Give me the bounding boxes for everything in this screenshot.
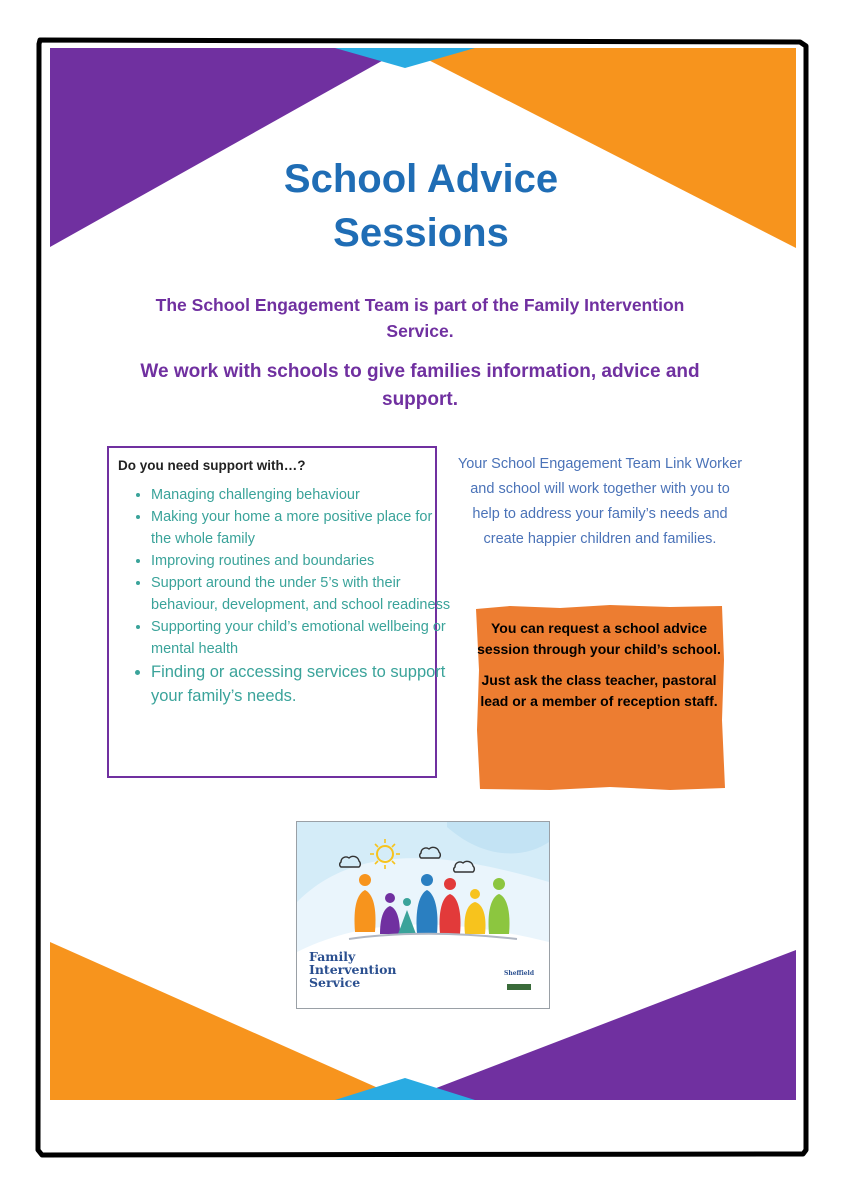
title-line-1: School Advice [283, 157, 559, 201]
logo-name-line-1: Family [309, 949, 356, 964]
page-title [0, 152, 842, 260]
intro-team-text: The School Engagement Team is part of the Family Intervention Service. [155, 295, 685, 341]
support-item: • Managing challenging behaviour [151, 484, 451, 506]
request-box [476, 618, 722, 722]
support-heading: Do you need support with…? [118, 458, 306, 473]
family-figures-icon [349, 874, 517, 939]
link-worker-text: Your School Engagement Team Link Worker and school will work together with you to help to address your family’s needs and create happier children and families. [457, 456, 743, 547]
family-intervention-logo [296, 821, 550, 1009]
logo-service-name [309, 950, 397, 989]
support-item: • Improving routines and boundaries [151, 550, 451, 572]
title-line-2: Sessions [333, 211, 509, 255]
logo-badge-text: Sheffield [504, 970, 535, 977]
support-box [107, 446, 451, 778]
support-list [127, 484, 451, 708]
support-item: • Making your home a more positive place for the whole family [151, 506, 451, 550]
logo-name-line-2: Intervention [309, 962, 397, 977]
request-instructions: Just ask the class teacher, pastoral lead or a member of reception staff. [480, 672, 718, 709]
request-text: You can request a school advice session through your child’s school. [477, 620, 721, 657]
support-item: • Finding or accessing services to support your family’s needs. [151, 660, 451, 708]
support-item: • Support around the under 5’s with their behaviour, development, and school readiness [151, 572, 451, 616]
intro-schools-text: We work with schools to give families information, advice and support. [140, 361, 700, 410]
support-item: • Supporting your child’s emotional wellbeing or mental health [151, 616, 451, 660]
logo-name-line-3: Service [309, 975, 361, 990]
